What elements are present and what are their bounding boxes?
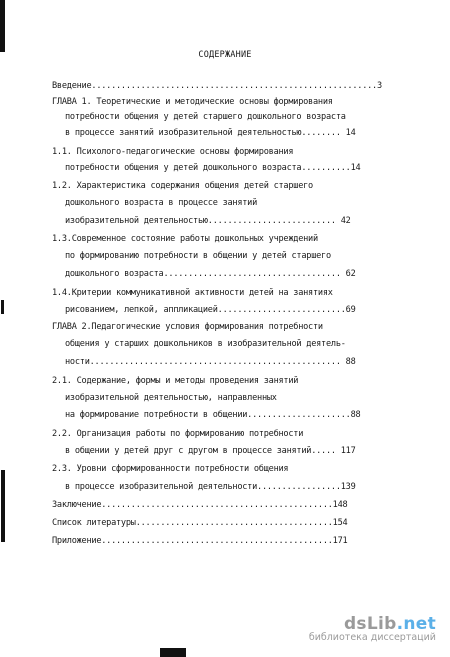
toc-line: общения у старших дошкольников в изобразительной деятель-: [65, 339, 346, 349]
toc-line: ГЛАВА 2.Педагогические условия формирования потребности: [52, 322, 323, 332]
toc-line: потребности общения у детей дошкольного возраста..........14: [65, 163, 361, 173]
toc-line: в процессе занятий изобразительной деятельностью........ 14: [65, 128, 356, 138]
toc-line: Приложение...............................................171: [52, 536, 348, 546]
toc-line: Введение..........................................................3: [52, 81, 382, 91]
toc-line: дошкольного возраста.................................... 62: [65, 269, 356, 279]
toc-line: ности................................................... 88: [65, 357, 356, 367]
dslib-watermark: [309, 614, 436, 643]
toc-line: рисованием, лепкой, аппликацией..........................69: [65, 305, 356, 315]
toc-line: в процессе изобразительной деятельности.................139: [65, 482, 356, 492]
toc-line: 1.3.Современное состояние работы дошкольных учреждений: [52, 234, 318, 244]
watermark-logo: dsLib.net: [343, 614, 436, 634]
watermark-subtitle: библиотека диссертаций: [308, 632, 436, 643]
toc-line: в общении у детей друг с другом в процессе занятий..... 117: [65, 446, 356, 456]
toc-line: 2.1. Содержание, формы и методы проведения занятий: [52, 376, 299, 386]
page-title: СОДЕРЖАНИЕ: [198, 50, 252, 60]
toc-line: 1.4.Критерии коммуникативной активности детей на занятиях: [52, 288, 333, 298]
toc-line: изобразительной деятельностью, направленных: [65, 393, 277, 403]
toc-line: дошкольного возраста в процессе занятий: [65, 198, 258, 208]
toc-line: изобразительной деятельностью.......................... 42: [65, 216, 351, 226]
toc-line: потребности общения у детей старшего дошкольного возраста: [65, 112, 346, 122]
toc-line: Список литературы........................................154: [52, 518, 348, 528]
toc-line: 1.2. Характеристика содержания общения детей старшего: [52, 181, 313, 191]
toc-line: 2.3. Уровни сформированности потребности общения: [52, 464, 289, 474]
toc-line: по формированию потребности в общении у детей старшего: [65, 251, 331, 261]
toc-line: 1.1. Психолого-педагогические основы формирования: [52, 147, 294, 157]
toc-line: 2.2. Организация работы по формированию потребности: [52, 429, 304, 439]
toc-line: ГЛАВА 1. Теоретические и методические основы формирования: [52, 97, 333, 107]
toc-line: Заключение...............................................148: [52, 500, 348, 510]
toc-line: на формирование потребности в общении.....................88: [65, 410, 361, 420]
